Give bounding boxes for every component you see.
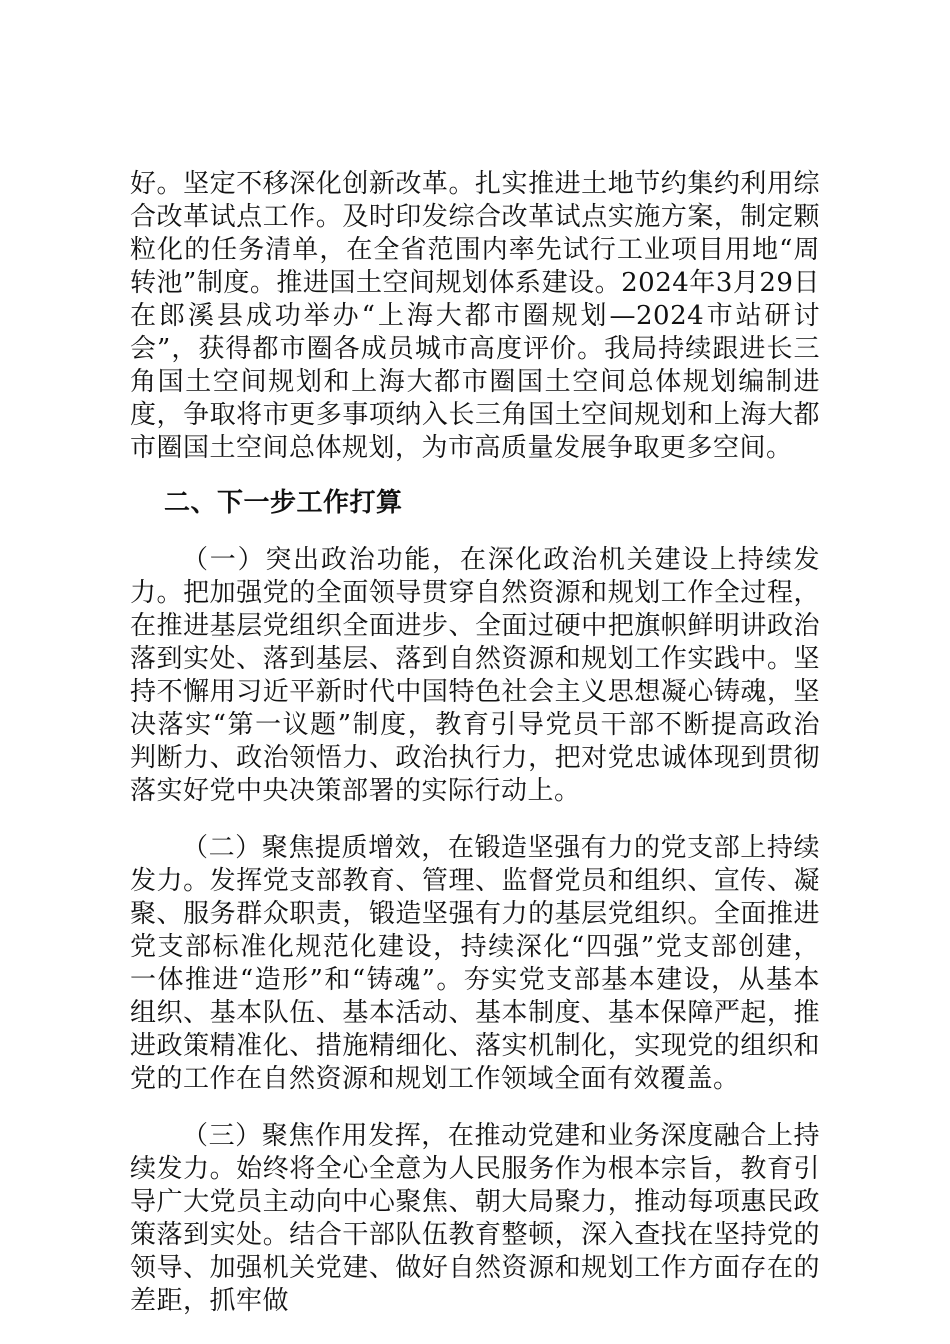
paragraph-item-2: （二）聚焦提质增效，在锻造坚强有力的党支部上持续发力。发挥党支部教育、管理、监督党员和组织、宣传、凝聚、服务群众职责，锻造坚强有力的基层党组织。全面推进党支部标准化规范化建设，持续深化“四强”党支部创建，一体推进“造形”和“铸魂”。夯实党支部基本建设，从基本组织、基本队伍、基本活动、基本制度、基本保障严起，推进政策精准化、措施精细化、落实机制化，实现党的组织和党的工作在自然资源和规划工作领域全面有效覆盖。	[130, 833, 820, 1094]
paragraph-spacer	[130, 808, 820, 832]
paragraph-item-3: （三）聚焦作用发挥，在推动党建和业务深度融合上持续发力。始终将全心全意为人民服务作为根本宗旨，教育引导广大党员主动向中心聚焦、朝大局聚力，推动每项惠民政策落到实处。结合干部队伍教育整顿，深入查找在坚持党的领导、加强机关党建、做好自然资源和规划工作方面存在的差距，抓牢做	[130, 1121, 820, 1316]
paragraph-item-1: （一）突出政治功能，在深化政治机关建设上持续发力。把加强党的全面领导贯穿自然资源和规划工作全过程，在推进基层党组织全面进步、全面过硬中把旗帜鲜明讲政治落到实处、落到基层、落到自然资源和规划工作实践中。坚持不懈用习近平新时代中国特色社会主义思想凝心铸魂，坚决落实“第一议题”制度，教育引导党员干部不断提高政治判断力、政治领悟力、政治执行力，把对党忠诚体现到贯彻落实好党中央决策部署的实际行动上。	[130, 545, 820, 806]
paragraph-continuation: 好。坚定不移深化创新改革。扎实推进土地节约集约利用综合改革试点工作。及时印发综合改革试点实施方案，制定颗粒化的任务清单，在全省范围内率先试行工业项目用地“周转池”制度。推进国土空间规划体系建设。2024年3月29日在郎溪县成功举办“上海大都市圈规划—2024市站研讨会”，获得都市圈各成员城市高度评价。我局持续跟进长三角国土空间规划和上海大都市圈国土空间总体规划编制进度，争取将市更多事项纳入长三角国土空间规划和上海大都市圈国土空间总体规划，为市高质量发展争取更多空间。	[130, 169, 820, 463]
document-body	[130, 168, 820, 1318]
paragraph-spacer	[130, 520, 820, 544]
paragraph-spacer	[130, 465, 820, 487]
paragraph-spacer	[130, 1096, 820, 1120]
section-heading: 二、下一步工作打算	[164, 488, 403, 518]
